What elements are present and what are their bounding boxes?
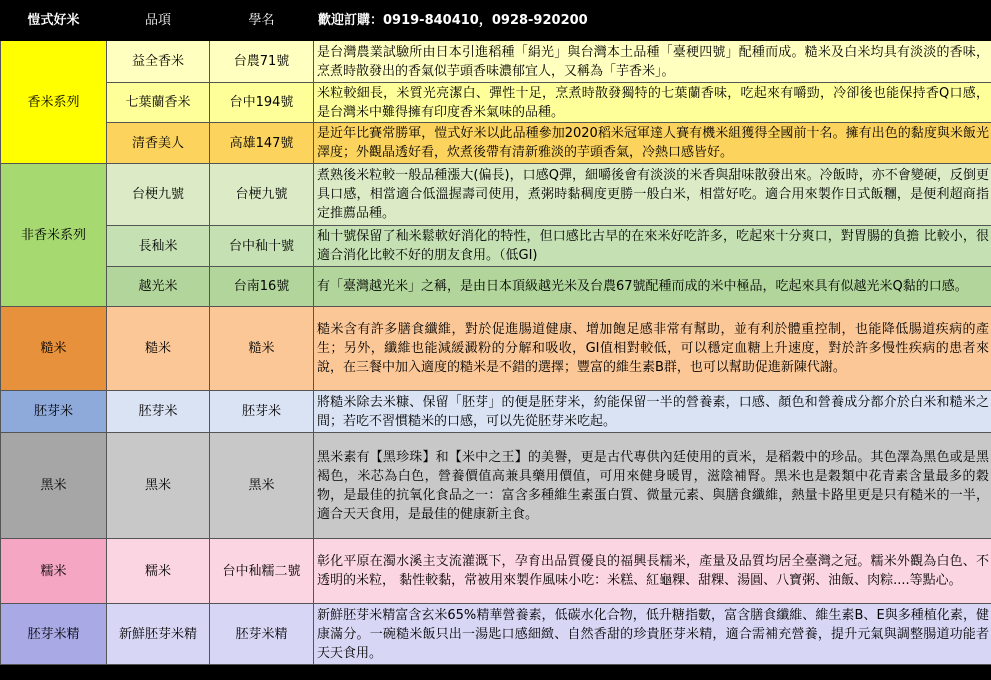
scientific-name-cell: 胚芽米精 — [210, 604, 314, 665]
category-cell: 胚芽米精 — [1, 604, 107, 665]
category-cell: 糯米 — [1, 539, 107, 604]
table-row — [1, 123, 991, 164]
description-cell: 將糙米除去米糠、保留「胚芽」的便是胚芽米，約能保留一半的營養素，口感、顏色和營養成分都介於白米和糙米之間；若吃不習慣糙米的口感，可以先從胚芽米吃起。 — [314, 391, 991, 433]
table-row — [1, 226, 991, 267]
scientific-name-cell: 糙米 — [210, 307, 314, 391]
variety-cell: 台梗九號 — [107, 164, 210, 226]
description-cell: 黑米素有【黑珍珠】和【米中之王】的美譽，更是古代專供內廷使用的貢米，是稻穀中的珍品。其色澤為黑色或是黑褐色，米芯為白色，營養價值高兼具藥用價值，可用來健身暖胃，滋陰補腎。黑米也是穀類中花青素含量最多的穀物，是最佳的抗氧化食品之一：富含多種維生素蛋白質、微量元素、與膳食纖維，熱量卡路里更是只有糙米的一半，適合天天食用，是最佳的健康新主食。 — [314, 433, 991, 539]
variety-cell: 益全香米 — [107, 41, 210, 83]
order-phone-banner: 歡迎訂購：0919-840410，0928-920200 — [314, 1, 991, 41]
table-row — [1, 41, 991, 83]
description-cell: 新鮮胚芽米精富含玄米65%精華營養素，低碳水化合物，低升糖指數，富含膳食纖維、維生素B、E與多種植化素，健康滿分。一碗糙米飯只出一湯匙口感細緻、自然香甜的珍貴胚芽米精，適合需補充營養，提升元氣與調整腸道功能者天天食用。 — [314, 604, 991, 665]
table-row — [1, 391, 991, 433]
description-cell: 是台灣農業試驗所由日本引進稻種「絹光」與台灣本土品種「臺稉四號」配種而成。糙米及白米均具有淡淡的香味，烹煮時散發出的香氣似芋頭香味濃郁宜人，又稱為「芋香米」。 — [314, 41, 991, 83]
table-row — [1, 164, 991, 226]
variety-cell: 糯米 — [107, 539, 210, 604]
scientific-name-cell: 台中秈十號 — [210, 226, 314, 267]
scientific-name-cell: 台南16號 — [210, 267, 314, 307]
scientific-name-cell: 台中秈糯二號 — [210, 539, 314, 604]
category-cell: 糙米 — [1, 307, 107, 391]
description-cell: 有「臺灣越光米」之稱，是由日本頂級越光米及台農67號配種而成的米中極品，吃起來具有似越光米Q黏的口感。 — [314, 267, 991, 307]
table-row — [1, 539, 991, 604]
description-cell: 煮熟後米粒較一般品種漲大(偏長)，口感Q彈，細嚼後會有淡淡的米香與甜味散發出來。冷飯時，亦不會變硬，反倒更具口感，相當適合低溫握壽司使用，煮粥時黏稠度更勝一般白米，相當好吃。適合用來製作日式飯糰，是便利超商指定推薦品種。 — [314, 164, 991, 226]
category-cell: 黑米 — [1, 433, 107, 539]
scientific-name-cell: 台中194號 — [210, 83, 314, 123]
brand-title: 愷式好米 — [1, 1, 107, 41]
description-cell: 彰化平原在濁水溪主支流灌溉下，孕育出品質優良的福興長糯米，產量及品質均居全臺灣之冠。糯米外觀為白色、不透明的米粒， 黏性較黏，常被用來製作風味小吃：米糕、紅龜粿、甜粿、湯圓、八寶粥、油飯、肉粽....等點心。 — [314, 539, 991, 604]
category-cell: 香米系列 — [1, 41, 107, 164]
header-row — [1, 1, 991, 41]
variety-cell: 新鮮胚芽米精 — [107, 604, 210, 665]
variety-cell: 黑米 — [107, 433, 210, 539]
variety-cell: 七葉蘭香米 — [107, 83, 210, 123]
description-cell: 米粒較細長，米質光亮潔白、彈性十足，烹煮時散發獨特的七葉蘭香味，吃起來有嚼勁，冷卻後也能保持香Q口感，是台灣米中難得擁有印度香米氣味的品種。 — [314, 83, 991, 123]
table-row — [1, 433, 991, 539]
description-cell: 糙米含有許多膳食纖維，對於促進腸道健康、增加飽足感非常有幫助，並有利於體重控制，也能降低腸道疾病的產生；另外，纖維也能減緩澱粉的分解和吸收，GI值相對較低，可以穩定血糖上升速度，對於許多慢性疾病的患者來說，在三餐中加入適度的糙米是不錯的選擇；豐富的維生素B群，也可以幫助促進新陳代謝。 — [314, 307, 991, 391]
description-cell: 是近年比賽常勝軍，愷式好米以此品種參加2020稻米冠軍達人賽有機米組獲得全國前十名。擁有出色的黏度與米飯光澤度；外觀晶透好看，炊煮後帶有清新雅淡的芋頭香氣，冷熱口感皆好。 — [314, 123, 991, 164]
scientific-name-cell: 胚芽米 — [210, 391, 314, 433]
variety-cell: 長秈米 — [107, 226, 210, 267]
category-cell: 胚芽米 — [1, 391, 107, 433]
table-row — [1, 267, 991, 307]
variety-cell: 清香美人 — [107, 123, 210, 164]
column-header-variety: 品項 — [107, 1, 210, 41]
category-cell: 非香米系列 — [1, 164, 107, 307]
table-row — [1, 83, 991, 123]
variety-cell: 越光米 — [107, 267, 210, 307]
table-row — [1, 604, 991, 665]
variety-cell: 胚芽米 — [107, 391, 210, 433]
scientific-name-cell: 黑米 — [210, 433, 314, 539]
scientific-name-cell: 台梗九號 — [210, 164, 314, 226]
column-header-scientific-name: 學名 — [210, 1, 314, 41]
scientific-name-cell: 高雄147號 — [210, 123, 314, 164]
table-row — [1, 307, 991, 391]
scientific-name-cell: 台農71號 — [210, 41, 314, 83]
description-cell: 秈十號保留了秈米鬆軟好消化的特性，但口感比古早的在來米好吃許多，吃起來十分爽口，對胃腸的負擔 比較小，很適合消化比較不好的朋友食用。（低GI) — [314, 226, 991, 267]
variety-cell: 糙米 — [107, 307, 210, 391]
